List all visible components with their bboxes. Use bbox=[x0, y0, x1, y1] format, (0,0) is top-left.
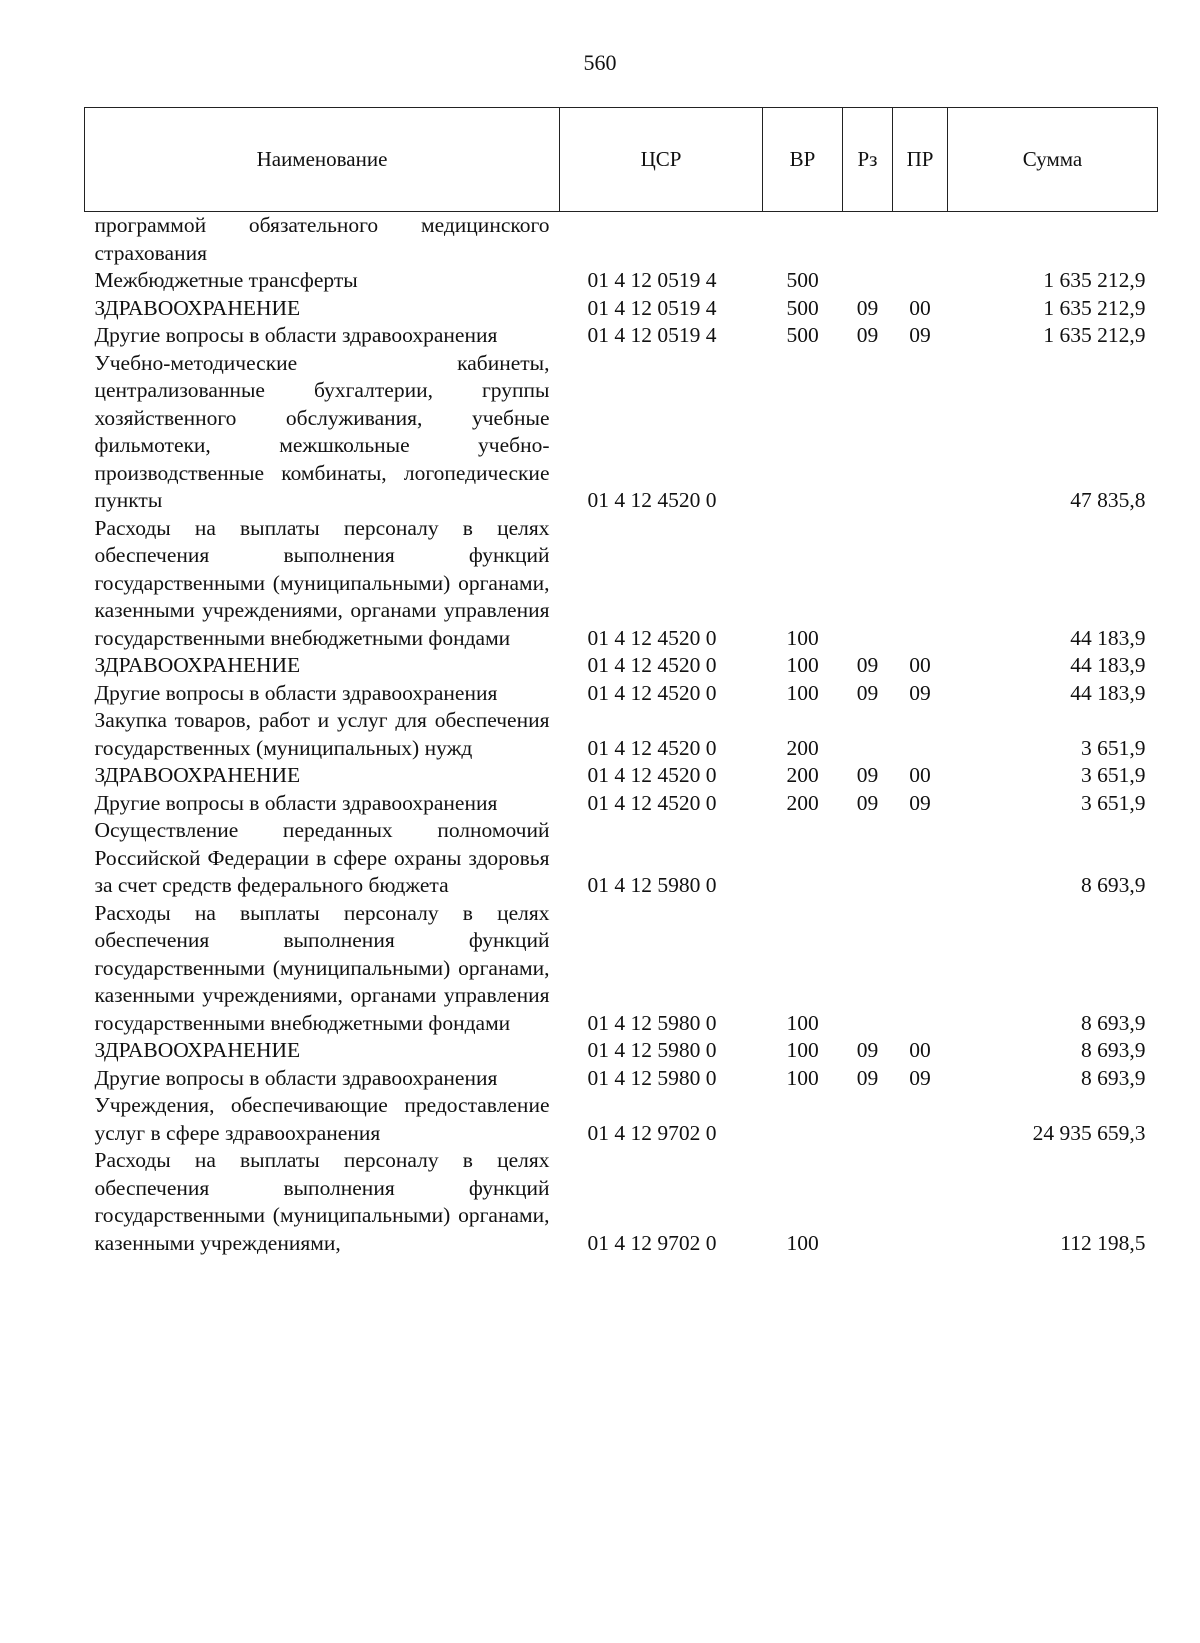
cell-name: Учреждения, обеспечивающие предоставление услуг в сфере здравоохранения bbox=[94, 1093, 550, 1145]
cell-pr: 00 bbox=[909, 763, 931, 787]
cell-vr: 100 bbox=[786, 1038, 819, 1062]
cell-csr: 01 4 12 4520 0 bbox=[587, 488, 717, 512]
cell-pr: 09 bbox=[909, 323, 931, 347]
cell-rz: 09 bbox=[856, 763, 879, 787]
cell-name: Другие вопросы в области здравоохранения bbox=[94, 1065, 498, 1090]
cell-rz bbox=[843, 212, 893, 268]
cell-rz bbox=[843, 817, 893, 900]
table-row bbox=[85, 790, 1158, 818]
cell-rz bbox=[843, 267, 893, 295]
table-row bbox=[85, 322, 1158, 350]
cell-vr: 200 bbox=[786, 790, 819, 815]
cell-rz: 09 bbox=[856, 1065, 879, 1090]
cell-pr bbox=[893, 515, 948, 653]
cell-name: Осуществление переданных полномочий Российской Федерации в сфере охраны здоровья за счет средств федерального бюджета bbox=[94, 818, 550, 897]
table-row bbox=[85, 267, 1158, 295]
table-row bbox=[85, 707, 1158, 762]
cell-vr: 100 bbox=[786, 625, 819, 650]
table-header bbox=[85, 108, 1158, 212]
cell-name: ЗДРАВООХРАНЕНИЕ bbox=[94, 653, 301, 677]
cell-pr bbox=[893, 1092, 948, 1147]
table-body bbox=[85, 212, 1158, 1258]
cell-rz: 09 bbox=[856, 323, 879, 347]
cell-sum bbox=[948, 212, 1158, 268]
cell-rz bbox=[843, 900, 893, 1038]
cell-vr: 100 bbox=[786, 1065, 819, 1090]
cell-pr: 09 bbox=[909, 680, 931, 705]
cell-csr: 01 4 12 5980 0 bbox=[587, 1038, 717, 1062]
cell-sum: 8 693,9 bbox=[1081, 873, 1146, 897]
cell-csr: 01 4 12 9702 0 bbox=[587, 1230, 717, 1255]
cell-sum: 8 693,9 bbox=[1081, 1038, 1146, 1062]
cell-sum: 44 183,9 bbox=[1070, 625, 1146, 650]
cell-sum: 47 835,8 bbox=[1070, 488, 1146, 512]
cell-csr: 01 4 12 0519 4 bbox=[587, 323, 717, 347]
cell-csr: 01 4 12 4520 0 bbox=[587, 653, 717, 677]
cell-vr bbox=[763, 1092, 843, 1147]
cell-vr bbox=[763, 350, 843, 515]
header-rz: Рз bbox=[843, 108, 893, 212]
cell-name: Другие вопросы в области здравоохранения bbox=[94, 323, 498, 347]
cell-name: ЗДРАВООХРАНЕНИЕ bbox=[94, 295, 301, 320]
cell-name: Другие вопросы в области здравоохранения bbox=[94, 790, 498, 815]
table-row bbox=[85, 1147, 1158, 1257]
cell-vr: 500 bbox=[786, 268, 819, 292]
cell-pr bbox=[893, 1147, 948, 1257]
cell-sum: 44 183,9 bbox=[1070, 653, 1146, 677]
header-name: Наименование bbox=[85, 108, 560, 212]
cell-csr: 01 4 12 5980 0 bbox=[587, 873, 717, 897]
cell-rz: 09 bbox=[856, 653, 879, 677]
cell-name: Закупка товаров, работ и услуг для обеспечения государственных (муниципальных) нужд bbox=[94, 708, 550, 760]
table-row bbox=[85, 817, 1158, 900]
cell-sum: 8 693,9 bbox=[1081, 1010, 1146, 1035]
table-row bbox=[85, 350, 1158, 515]
cell-sum: 112 198,5 bbox=[1060, 1230, 1146, 1255]
cell-pr: 00 bbox=[909, 653, 931, 677]
cell-sum: 1 635 212,9 bbox=[1043, 268, 1146, 292]
page-number: 560 bbox=[583, 50, 617, 75]
cell-name: ЗДРАВООХРАНЕНИЕ bbox=[94, 1038, 301, 1062]
cell-pr: 09 bbox=[909, 1065, 931, 1090]
cell-name: Учебно-методические кабинеты, централизованные бухгалтерии, группы хозяйственного обслуживания, учебные фильмотеки, межшкольные учебно-производственные комбинаты, логопедические пункты bbox=[94, 350, 550, 512]
cell-sum: 1 635 212,9 bbox=[1043, 323, 1146, 347]
cell-csr: 01 4 12 5980 0 bbox=[587, 1010, 717, 1035]
cell-pr: 00 bbox=[909, 295, 931, 320]
cell-rz: 09 bbox=[856, 295, 879, 320]
cell-pr: 00 bbox=[909, 1038, 931, 1062]
table-row bbox=[85, 680, 1158, 708]
table-row bbox=[85, 1092, 1158, 1147]
table-row bbox=[85, 1065, 1158, 1093]
table-row bbox=[85, 652, 1158, 680]
cell-sum: 3 651,9 bbox=[1081, 763, 1146, 787]
header-vr: ВР bbox=[763, 108, 843, 212]
table-row bbox=[85, 900, 1158, 1038]
cell-rz bbox=[843, 1092, 893, 1147]
cell-csr: 01 4 12 5980 0 bbox=[587, 1065, 717, 1090]
table-row bbox=[85, 762, 1158, 790]
cell-pr bbox=[893, 817, 948, 900]
cell-name: ЗДРАВООХРАНЕНИЕ bbox=[94, 763, 301, 787]
cell-rz: 09 bbox=[856, 1038, 879, 1062]
header-row bbox=[85, 108, 1158, 212]
table-row bbox=[85, 295, 1158, 323]
table-row bbox=[85, 212, 1158, 268]
cell-vr: 200 bbox=[786, 735, 819, 760]
cell-csr: 01 4 12 9702 0 bbox=[587, 1120, 717, 1145]
cell-vr: 100 bbox=[786, 680, 819, 705]
cell-csr: 01 4 12 4520 0 bbox=[587, 790, 717, 815]
cell-rz bbox=[843, 1147, 893, 1257]
table-row bbox=[85, 1037, 1158, 1065]
cell-rz: 09 bbox=[856, 790, 879, 815]
cell-name: Расходы на выплаты персоналу в целях обеспечения выполнения функций государственными (муниципальными) органами, казенными учреждениями, bbox=[94, 1148, 550, 1255]
cell-sum: 8 693,9 bbox=[1081, 1065, 1146, 1090]
cell-vr bbox=[763, 212, 843, 268]
cell-rz bbox=[843, 515, 893, 653]
cell-pr bbox=[893, 900, 948, 1038]
cell-csr: 01 4 12 4520 0 bbox=[587, 625, 717, 650]
cell-sum: 1 635 212,9 bbox=[1043, 295, 1146, 320]
cell-csr bbox=[560, 212, 763, 268]
budget-table bbox=[84, 107, 1158, 1257]
cell-sum: 3 651,9 bbox=[1081, 735, 1146, 760]
cell-csr: 01 4 12 4520 0 bbox=[587, 763, 717, 787]
cell-name: Расходы на выплаты персоналу в целях обеспечения выполнения функций государственными (муниципальными) органами, казенными учреждениями, органами управления государственными внебюджетными фондами bbox=[94, 515, 550, 650]
cell-vr: 200 bbox=[786, 763, 819, 787]
cell-pr bbox=[893, 707, 948, 762]
cell-rz bbox=[843, 350, 893, 515]
cell-vr bbox=[763, 817, 843, 900]
cell-sum: 3 651,9 bbox=[1081, 790, 1146, 815]
header-csr: ЦСР bbox=[560, 108, 763, 212]
cell-pr bbox=[893, 350, 948, 515]
cell-vr: 500 bbox=[786, 295, 819, 320]
header-pr: ПР bbox=[893, 108, 948, 212]
cell-pr bbox=[893, 267, 948, 295]
cell-rz bbox=[843, 707, 893, 762]
cell-vr: 100 bbox=[786, 653, 819, 677]
cell-sum: 24 935 659,3 bbox=[1032, 1120, 1146, 1145]
cell-name: Другие вопросы в области здравоохранения bbox=[94, 680, 498, 705]
cell-csr: 01 4 12 4520 0 bbox=[587, 680, 717, 705]
header-sum: Сумма bbox=[948, 108, 1158, 212]
cell-rz: 09 bbox=[856, 680, 879, 705]
table-row bbox=[85, 515, 1158, 653]
cell-csr: 01 4 12 0519 4 bbox=[587, 268, 717, 292]
cell-pr bbox=[893, 212, 948, 268]
cell-name: программой обязательного медицинского страхования bbox=[94, 213, 550, 265]
cell-vr: 100 bbox=[786, 1230, 819, 1255]
cell-vr: 100 bbox=[786, 1010, 819, 1035]
cell-name: Расходы на выплаты персоналу в целях обеспечения выполнения функций государственными (муниципальными) органами, казенными учреждениями, органами управления государственными внебюджетными фондами bbox=[94, 900, 550, 1035]
cell-csr: 01 4 12 0519 4 bbox=[587, 295, 717, 320]
cell-name: Межбюджетные трансферты bbox=[94, 268, 358, 292]
cell-csr: 01 4 12 4520 0 bbox=[587, 735, 717, 760]
cell-pr: 09 bbox=[909, 790, 931, 815]
cell-sum: 44 183,9 bbox=[1070, 680, 1146, 705]
cell-vr: 500 bbox=[786, 323, 819, 347]
